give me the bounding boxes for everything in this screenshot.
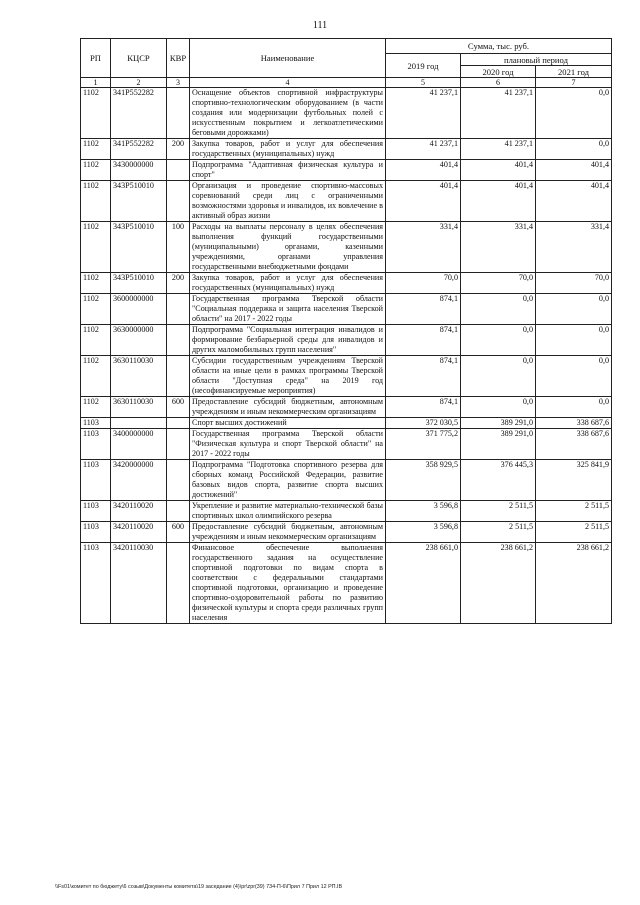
cell-name: Государственная программа Тверской области "Физическая культура и спорт Тверской области" на 2017 - 2022 годы bbox=[190, 429, 386, 460]
cell-name: Спорт высших достижений bbox=[190, 418, 386, 429]
cell-name: Государственная программа Тверской области "Социальная поддержка и защита населения Тверской области" на 2017 - 2022 годы bbox=[190, 294, 386, 325]
cell-kcsr: 3630000000 bbox=[111, 325, 167, 356]
cell-amount-2021: 0,0 bbox=[536, 88, 612, 139]
cell-amount-2021: 338 687,6 bbox=[536, 418, 612, 429]
cell-kcsr: 343P510010 bbox=[111, 181, 167, 222]
header-year-2019: 2019 год bbox=[386, 54, 461, 78]
page-number: 111 bbox=[312, 20, 328, 31]
cell-amount-2021: 0,0 bbox=[536, 294, 612, 325]
cell-amount-2021: 0,0 bbox=[536, 325, 612, 356]
cell-kcsr: 3600000000 bbox=[111, 294, 167, 325]
cell-amount-2019: 358 929,5 bbox=[386, 460, 461, 501]
cell-name: Предоставление субсидий бюджетным, автономным учреждениям и иным некоммерческим организациям bbox=[190, 522, 386, 543]
table-row bbox=[81, 294, 612, 325]
cell-kvr bbox=[167, 501, 190, 522]
cell-amount-2019: 331,4 bbox=[386, 222, 461, 273]
cell-name: Закупка товаров, работ и услуг для обеспечения государственных (муниципальных) нужд bbox=[190, 139, 386, 160]
table-row bbox=[81, 543, 612, 624]
cell-rp: 1102 bbox=[81, 88, 111, 139]
cell-amount-2020: 41 237,1 bbox=[461, 88, 536, 139]
cell-amount-2019: 41 237,1 bbox=[386, 139, 461, 160]
file-path-footer: \\Fs01\комитет по бюджету\6 созыв\Документы комитета\19 заседание (4)\pr\zpr(39) 734-П-6\Прил 7 Прил 12 РП.IB bbox=[55, 884, 343, 890]
header-kvr: КВР bbox=[167, 39, 190, 78]
cell-rp: 1102 bbox=[81, 139, 111, 160]
column-index: 7 bbox=[536, 78, 612, 88]
cell-amount-2020: 70,0 bbox=[461, 273, 536, 294]
cell-amount-2020: 389 291,0 bbox=[461, 418, 536, 429]
cell-name: Финансовое обеспечение выполнения государственного задания на осуществление спортивной подготовки по видам спорта в соответствии с федеральными стандартами спортивной подготовки, организацию и проведение спортивно-оздоровительной работы по развитию физической культуры и спорта среди различных групп населения bbox=[190, 543, 386, 624]
table-row bbox=[81, 522, 612, 543]
cell-kcsr: 3630110030 bbox=[111, 397, 167, 418]
cell-rp: 1103 bbox=[81, 429, 111, 460]
column-index: 2 bbox=[111, 78, 167, 88]
column-index: 3 bbox=[167, 78, 190, 88]
table-row bbox=[81, 139, 612, 160]
cell-kvr: 600 bbox=[167, 397, 190, 418]
cell-rp: 1102 bbox=[81, 397, 111, 418]
cell-amount-2019: 372 030,5 bbox=[386, 418, 461, 429]
cell-amount-2020: 2 511,5 bbox=[461, 522, 536, 543]
cell-kvr bbox=[167, 160, 190, 181]
cell-kvr: 600 bbox=[167, 522, 190, 543]
table-row bbox=[81, 222, 612, 273]
column-index: 6 bbox=[461, 78, 536, 88]
cell-amount-2019: 401,4 bbox=[386, 160, 461, 181]
cell-kcsr: 3420110020 bbox=[111, 522, 167, 543]
cell-rp: 1102 bbox=[81, 356, 111, 397]
table-row bbox=[81, 356, 612, 397]
cell-kvr bbox=[167, 325, 190, 356]
cell-rp: 1102 bbox=[81, 273, 111, 294]
cell-kcsr: 3420110020 bbox=[111, 501, 167, 522]
table-body bbox=[81, 78, 612, 624]
table-row bbox=[81, 181, 612, 222]
cell-amount-2020: 41 237,1 bbox=[461, 139, 536, 160]
cell-kvr bbox=[167, 181, 190, 222]
cell-name: Подпрограмма "Адаптивная физическая культура и спорт" bbox=[190, 160, 386, 181]
cell-amount-2020: 0,0 bbox=[461, 356, 536, 397]
cell-amount-2019: 371 775,2 bbox=[386, 429, 461, 460]
cell-amount-2020: 0,0 bbox=[461, 325, 536, 356]
cell-amount-2021: 0,0 bbox=[536, 356, 612, 397]
table-row bbox=[81, 273, 612, 294]
cell-kcsr: 3420110030 bbox=[111, 543, 167, 624]
cell-kvr bbox=[167, 294, 190, 325]
budget-table bbox=[80, 38, 612, 624]
cell-amount-2019: 238 661,0 bbox=[386, 543, 461, 624]
header-kcsr: КЦСР bbox=[111, 39, 167, 78]
column-index: 5 bbox=[386, 78, 461, 88]
cell-amount-2019: 70,0 bbox=[386, 273, 461, 294]
cell-kvr bbox=[167, 356, 190, 397]
cell-rp: 1102 bbox=[81, 160, 111, 181]
cell-kcsr: 343P510010 bbox=[111, 222, 167, 273]
header-planned-period: плановый период bbox=[461, 54, 612, 66]
cell-name: Подпрограмма "Социальная интеграция инвалидов и формирование безбарьерной среды для инвалидов и других маломобильных групп населения" bbox=[190, 325, 386, 356]
cell-amount-2020: 2 511,5 bbox=[461, 501, 536, 522]
cell-kcsr: 341P552282 bbox=[111, 88, 167, 139]
cell-amount-2019: 3 596,8 bbox=[386, 501, 461, 522]
cell-kvr bbox=[167, 543, 190, 624]
cell-kcsr: 3430000000 bbox=[111, 160, 167, 181]
cell-kvr: 100 bbox=[167, 222, 190, 273]
cell-kvr: 200 bbox=[167, 139, 190, 160]
cell-rp: 1103 bbox=[81, 522, 111, 543]
cell-name: Субсидии государственным учреждениям Тверской области на иные цели в рамках программы Тверской области "Доступная среда" на 2019 год (несофинансируемые мероприятия) bbox=[190, 356, 386, 397]
cell-kcsr: 3420000000 bbox=[111, 460, 167, 501]
cell-kcsr: 341P552282 bbox=[111, 139, 167, 160]
cell-amount-2019: 3 596,8 bbox=[386, 522, 461, 543]
cell-amount-2021: 401,4 bbox=[536, 160, 612, 181]
table-row bbox=[81, 418, 612, 429]
cell-amount-2020: 0,0 bbox=[461, 294, 536, 325]
cell-rp: 1102 bbox=[81, 294, 111, 325]
cell-rp: 1102 bbox=[81, 222, 111, 273]
cell-amount-2020: 238 661,2 bbox=[461, 543, 536, 624]
cell-kcsr: 3400000000 bbox=[111, 429, 167, 460]
cell-amount-2019: 874,1 bbox=[386, 294, 461, 325]
cell-amount-2021: 2 511,5 bbox=[536, 501, 612, 522]
column-index: 4 bbox=[190, 78, 386, 88]
cell-amount-2020: 0,0 bbox=[461, 397, 536, 418]
cell-kcsr bbox=[111, 418, 167, 429]
header-rp: РП bbox=[81, 39, 111, 78]
table-row bbox=[81, 429, 612, 460]
cell-amount-2021: 2 511,5 bbox=[536, 522, 612, 543]
cell-amount-2020: 401,4 bbox=[461, 160, 536, 181]
cell-amount-2019: 874,1 bbox=[386, 356, 461, 397]
table-row bbox=[81, 501, 612, 522]
cell-rp: 1103 bbox=[81, 418, 111, 429]
cell-amount-2019: 401,4 bbox=[386, 181, 461, 222]
cell-amount-2019: 874,1 bbox=[386, 325, 461, 356]
cell-amount-2020: 331,4 bbox=[461, 222, 536, 273]
table-row bbox=[81, 325, 612, 356]
cell-name: Расходы на выплаты персоналу в целях обеспечения выполнения функций государственными (муниципальными) органами, казенными учреждениями, органами управления государственными внебюджетными фондами bbox=[190, 222, 386, 273]
cell-rp: 1103 bbox=[81, 543, 111, 624]
cell-kvr bbox=[167, 460, 190, 501]
cell-amount-2021: 70,0 bbox=[536, 273, 612, 294]
cell-amount-2019: 874,1 bbox=[386, 397, 461, 418]
cell-amount-2021: 401,4 bbox=[536, 181, 612, 222]
cell-kcsr: 343P510010 bbox=[111, 273, 167, 294]
cell-kcsr: 3630110030 bbox=[111, 356, 167, 397]
cell-amount-2021: 238 661,2 bbox=[536, 543, 612, 624]
cell-name: Укрепление и развитие материально-технической базы спортивных школ олимпийского резерва bbox=[190, 501, 386, 522]
cell-rp: 1102 bbox=[81, 181, 111, 222]
cell-amount-2019: 41 237,1 bbox=[386, 88, 461, 139]
cell-amount-2021: 331,4 bbox=[536, 222, 612, 273]
cell-amount-2020: 389 291,0 bbox=[461, 429, 536, 460]
cell-amount-2020: 401,4 bbox=[461, 181, 536, 222]
table-row bbox=[81, 88, 612, 139]
cell-amount-2020: 376 445,3 bbox=[461, 460, 536, 501]
cell-name: Подпрограмма "Подготовка спортивного резерва для сборных команд Российской Федерации, развитие базовых видов спорта, развитие спорта высших достижений" bbox=[190, 460, 386, 501]
cell-rp: 1103 bbox=[81, 501, 111, 522]
header-year-2020: 2020 год bbox=[461, 66, 536, 78]
cell-name: Предоставление субсидий бюджетным, автономным учреждениям и иным некоммерческим организациям bbox=[190, 397, 386, 418]
table-row bbox=[81, 460, 612, 501]
cell-kvr: 200 bbox=[167, 273, 190, 294]
table-row bbox=[81, 160, 612, 181]
column-index: 1 bbox=[81, 78, 111, 88]
cell-amount-2021: 338 687,6 bbox=[536, 429, 612, 460]
cell-rp: 1102 bbox=[81, 325, 111, 356]
cell-kvr bbox=[167, 418, 190, 429]
cell-name: Организация и проведение спортивно-массовых соревнований среди лиц с ограниченными возможностями здоровья и инвалидов, их вовлечение в активный образ жизни bbox=[190, 181, 386, 222]
header-sum: Сумма, тыс. руб. bbox=[386, 39, 612, 54]
table-row bbox=[81, 397, 612, 418]
cell-kvr bbox=[167, 88, 190, 139]
header-year-2021: 2021 год bbox=[536, 66, 612, 78]
cell-rp: 1103 bbox=[81, 460, 111, 501]
cell-amount-2021: 0,0 bbox=[536, 397, 612, 418]
header-name: Наименование bbox=[190, 39, 386, 78]
column-index-row bbox=[81, 78, 612, 88]
cell-kvr bbox=[167, 429, 190, 460]
cell-amount-2021: 325 841,9 bbox=[536, 460, 612, 501]
cell-amount-2021: 0,0 bbox=[536, 139, 612, 160]
cell-name: Оснащение объектов спортивной инфраструктуры спортивно-технологическим оборудованием (в части создания или модернизации футбольных полей с искусственным покрытием и легкоатлетическими беговыми дорожками) bbox=[190, 88, 386, 139]
cell-name: Закупка товаров, работ и услуг для обеспечения государственных (муниципальных) нужд bbox=[190, 273, 386, 294]
